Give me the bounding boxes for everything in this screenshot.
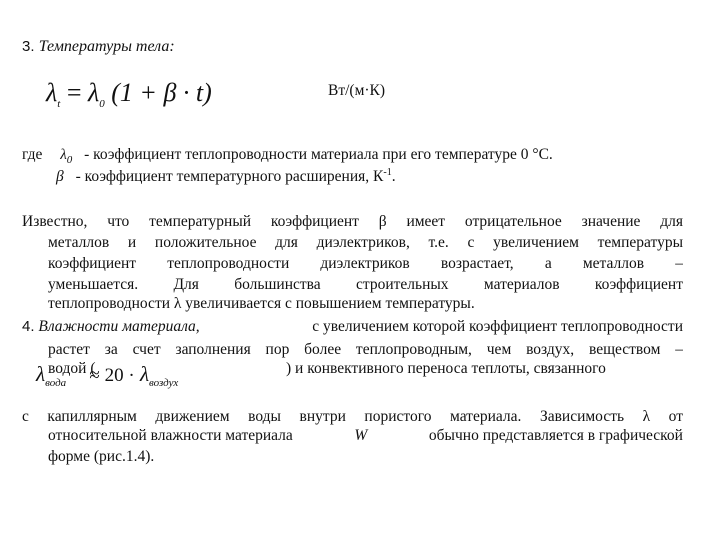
definition-beta [56,167,396,186]
beta-description: - коэффициент температурного расширения, К [75,168,384,186]
section-4-line-6: форме (рис.1.4). [48,448,155,465]
beta-description-sup: -1 [383,167,392,178]
water-air-formula [36,362,178,389]
formula-unit: Вт/(м·К) [328,82,386,99]
section-4-line-2: растет за счет заполнения пор более теплопроводным, чем воздух, веществом – [48,341,683,358]
formula-equals: = [66,78,82,107]
formula-approx: ≈ 20 · [89,365,135,386]
formula-water-sub: вода [45,377,67,390]
section-4-line-4: с капиллярным движением воды внутри пористого материала. Зависимость λ от [22,408,683,425]
section-4-title: Влажности материала, [38,318,200,335]
section-4-line-1 [22,318,683,336]
section-3-heading [22,38,175,56]
formula-lambda-t: λ [46,78,58,107]
section-3-number: 3. [22,38,35,55]
beta-description-end: . [391,168,396,186]
section-4-line-3-rest: ) и конвективного переноса теплоты, связанного [286,360,606,377]
lambda0-description: - коэффициент теплопроводности материала при его температуре 0 °С. [84,146,553,163]
formula-tail: (1 + β · t) [111,78,212,107]
lambda0-symbol: λ [60,147,67,163]
section-4-line-5-a: относительной влажности материала [48,427,293,444]
beta-symbol: β [56,168,64,186]
definition-lambda0 [22,146,553,166]
paragraph-line-2: металлов и положительное для диэлектриков, т.е. с увеличением температуры [48,234,683,251]
formula-lambda-0-sub: 0 [99,98,105,111]
section-4-line-5 [48,427,683,445]
formula-lambda-t-sub: t [57,98,61,111]
formula-lambda-air: λ [139,362,150,386]
paragraph-line-1: Известно, что температурный коэффициент β имеет отрицательное значение для [22,213,683,230]
section-3-title: Температуры тела: [38,38,175,55]
water-word: водой ( [48,360,96,377]
paragraph-line-3: коэффициент теплопроводности диэлектриков возрастает, а металлов – [48,255,683,272]
formula-lambda-water: λ [36,362,46,386]
section-4-number: 4. [22,318,35,335]
where-word: где [22,146,43,163]
formula-lambda-0: λ [88,78,100,107]
section-4-line-5-b: обычно представляется в графической [428,427,683,444]
formula-air-sub: воздух [149,377,179,390]
thermal-conductivity-formula [46,78,212,110]
paragraph-line-5: теплопроводности λ увеличивается с повышением температуры. [48,295,475,312]
paragraph-line-4: уменьшается. Для большинства строительных материалов коэффициент [48,276,683,293]
section-4-line-1-rest: с увеличением которой коэффициент теплопроводности [312,318,683,335]
humidity-symbol: W [354,427,368,444]
lambda0-sub: 0 [66,154,73,167]
